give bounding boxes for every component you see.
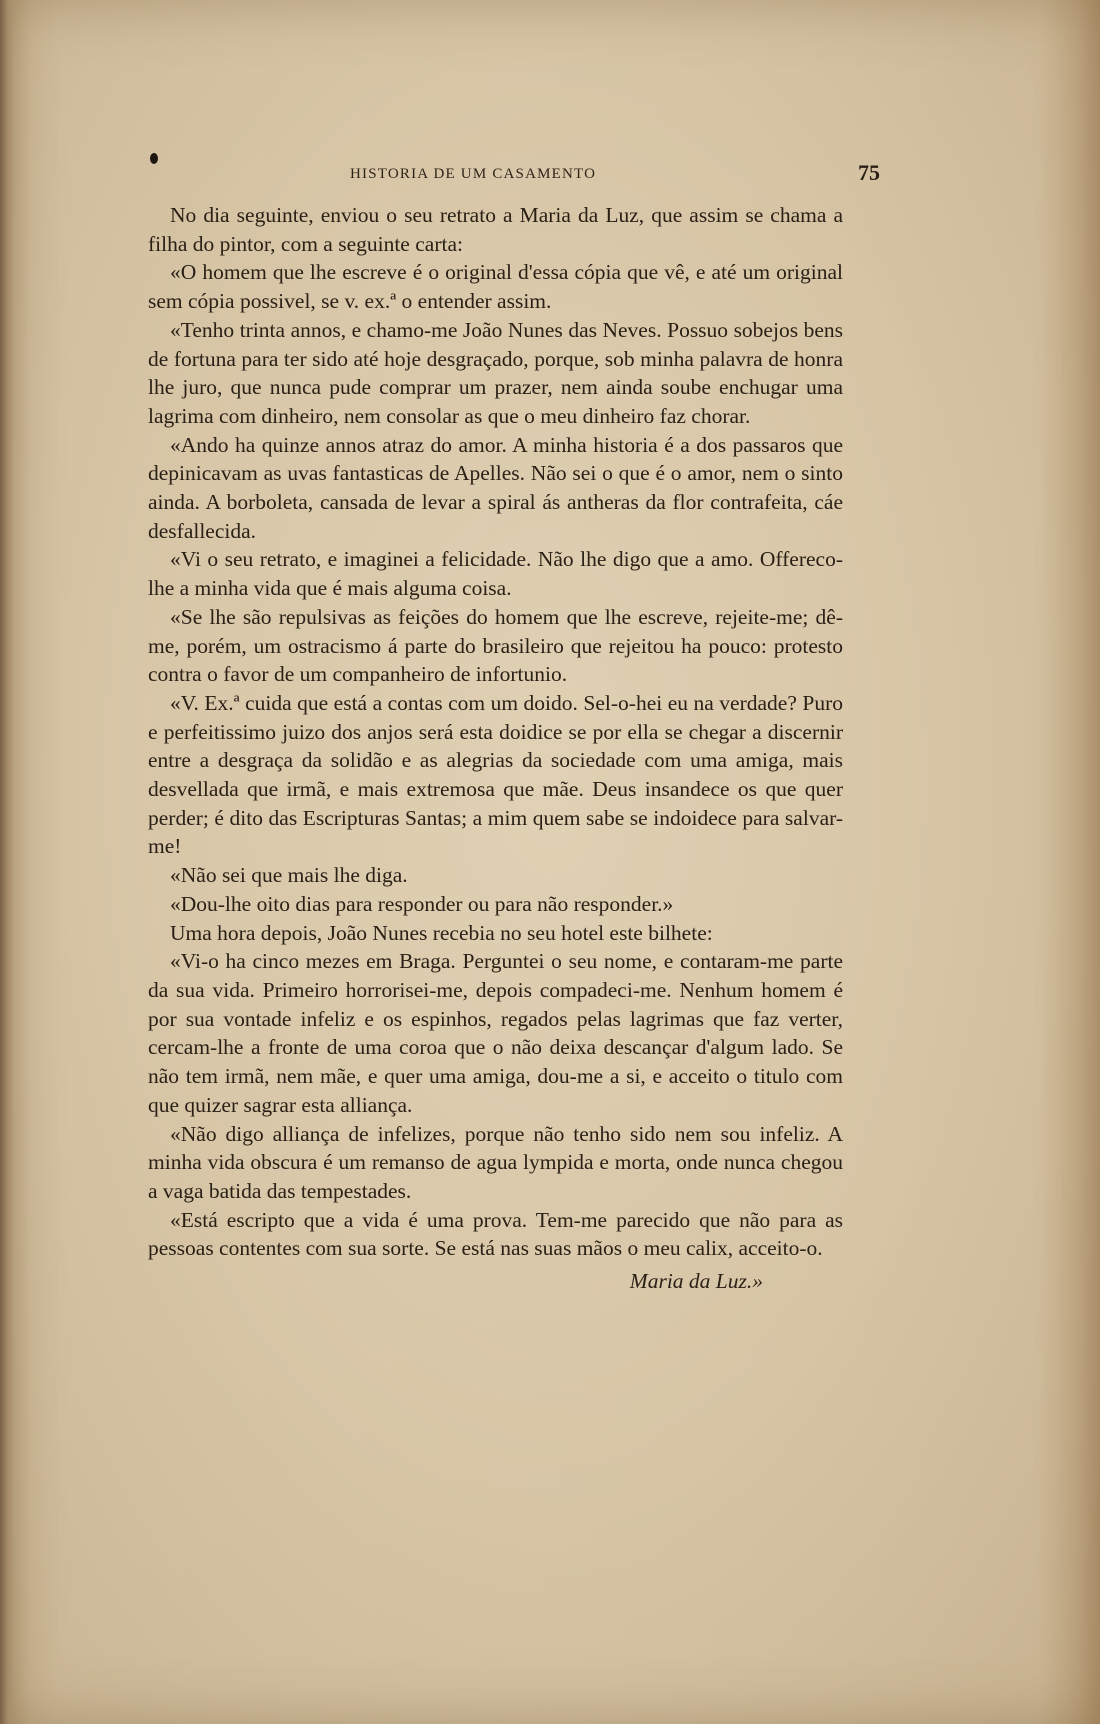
paragraph: «Está escripto que a vida é uma prova. Tem-me parecido que não para as pessoas contentes com sua sorte. Se está nas suas mãos o meu calix, acceito-o. [148,1207,843,1261]
paragraph: «V. Ex.ª cuida que está a contas com um doido. Sel-o-hei eu na verdade? Puro e perfeitissimo juizo dos anjos será esta doidice se por ella se chegar a discernir entre a desgraça da solidão e as alegrias da sociedade com uma amiga, mais desvellada que irmã, e mais extremosa que mãe. Deus insandece os que quer perder; é dito das Escripturas Santas; a mim quem sabe se indoidece para salvar-me! [148,690,843,859]
paragraph: «Vi-o ha cinco mezes em Braga. Perguntei o seu nome, e contaram-me parte da sua vida. Primeiro horrorisei-me, depois compadeci-me. Nenhum homem é por sua vontade infeliz e os espinhos, regados pelas lagrimas que faz verter, cercam-lhe a fronte de uma coroa que o não deixa descançar d'algum lado. Se não tem irmã, nem mãe, e quer uma amiga, dou-me a si, e acceito o titulo com que quizer sagrar esta alliança. [148,949,843,1117]
paragraph: «Dou-lhe oito dias para responder ou para não responder.» [170,891,674,916]
running-title: HISTORIA DE UM CASAMENTO [350,166,597,182]
page-header [150,160,880,190]
page-binding-edge [0,0,14,1724]
paragraph: «Ando ha quinze annos atraz do amor. A minha historia é a dos passaros que depinicavam as uvas fantasticas de Apelles. Não sei o que é o amor, nem o sinto ainda. A borboleta, cansada de levar a spiral ás antheras da flor contrafeita, cáe desfallecida. [148,432,843,543]
paragraph: No dia seguinte, enviou o seu retrato a Maria da Luz, que assim se chama a filha do pintor, com a seguinte carta: [148,203,843,256]
paragraph: «Vi o seu retrato, e imaginei a felicidade. Não lhe digo que a amo. Offereco-lhe a minha vida que é mais alguma coisa. [148,547,843,601]
paragraph: «O homem que lhe escreve é o original d'essa cópia que vê, e até um original sem cópia possivel, se v. ex.ª o entender assim. [148,260,843,314]
paragraph: «Se lhe são repulsivas as feições do homem que lhe escreve, rejeite-me; dê-me, porém, um ostracismo á parte do brasileiro que rejeitou ha pouco: protesto contra o favor de um companheiro de infortunio. [148,604,843,687]
letter-signature: Maria da Luz.» [629,1269,763,1294]
paragraph: «Não digo alliança de infelizes, porque não tenho sido nem sou infeliz. A minha vida obscura é um remanso de agua lympida e morta, onde nunca chegou a vaga batida das tempestades. [148,1121,843,1203]
paragraph: «Tenho trinta annos, e chamo-me João Nunes das Neves. Possuo sobejos bens de fortuna para ter sido até hoje desgraçado, porque, sob minha palavra de honra lhe juro, que nunca pude comprar um prazer, nem ainda soube enchugar uma lagrima com dinheiro, nem consolar as que o meu dinheiro faz chorar. [148,317,843,428]
paragraph: Uma hora depois, João Nunes recebia no seu hotel este bilhete: [170,920,713,945]
page-number: 75 [858,160,880,185]
paragraph: «Não sei que mais lhe diga. [170,863,408,888]
body-text [148,201,843,1296]
